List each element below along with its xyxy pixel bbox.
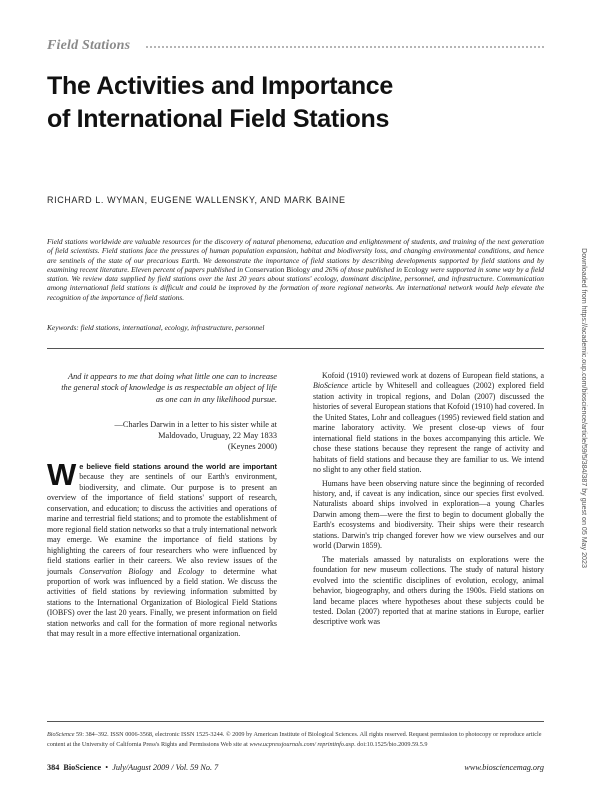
footer-rule [47, 721, 544, 722]
journal-website[interactable]: www.biosciencemag.org [464, 763, 544, 772]
title-line-2: of International Field Stations [47, 105, 390, 133]
body-paragraph [313, 371, 544, 476]
body-column-left [47, 457, 277, 640]
body-paragraph: Humans have been observing nature since the beginning of recorded history, and, if caveat is any indication, since our species first evolved. Naturalists aboard ships involved in exploration—a young Charles Darwin among them—were the first to begin to document globally the Earth's ecosystems and biodiversity. Their ships were their research stations. Darwin's trip changed forever how we view ourselves and our world (Darwin 1859). [313, 478, 544, 551]
attribution-line: (Keynes 2000) [227, 442, 277, 452]
journal-name: BioScience [63, 763, 102, 772]
journal-name: BioScience [47, 731, 75, 738]
journal-name: Ecology [177, 566, 204, 576]
paragraph-text: article by Whitesell and colleagues (2002) explored field station activity in tropical regions, and Dolan (2007) discussed the histories of several European stations that Kofoid (1910) had covered. In the United States, Lohr and colleagues (1995) reviewed field station and marine laboratory activity. We present close-up views of four international field stations in the boxes accompanying this article. We chose these stations because they represent the range of activity and habitats of field stations and because they are familiar to us. We intend no slight to any other field station. [313, 381, 544, 475]
drop-cap: W [47, 457, 77, 492]
journal-name: Conservation Biology [79, 566, 153, 576]
download-note: Downloaded from https://academic.oup.com/bioscience/article/59/5/384/387 by guest on 05 May 2023 [580, 248, 588, 568]
abstract-journal-name: Ecology [403, 264, 429, 274]
issue-info: July/August 2009 / Vol. 59 No. 7 [112, 763, 219, 772]
citation-text: 59: 384–392. ISSN 0006-3568, electronic ISSN 1525-3244. © 2009 by American Institute of Biological Sciences. All rights reserved. Request permission to photocopy or reproduce article content at the University of California Press's Rights and Permissions Web site at [47, 731, 542, 748]
title-line-1: The Activities and Importance [47, 72, 394, 100]
section-divider [146, 46, 544, 48]
permissions-link[interactable]: www.ucpressjournals.com/ reprintinfo.asp [249, 740, 355, 748]
article-title [47, 70, 547, 136]
epigraph-quote: And it appears to me that doing what little one can to increase the general stock of knowledge is as respectable an object of life as one can in any likelihood pursue. [61, 372, 277, 404]
journal-name: BioScience [313, 381, 349, 391]
abstract-rule [47, 348, 544, 349]
body-column-right [313, 371, 544, 628]
abstract-text: Field stations worldwide are valuable resources for the discovery of natural phenomena, education and enlightenment of students, and training of the next generation of field scientists. Field stations face the pressures of human population expansion, habitat and biodiversity loss, and changing environmental conditions, and hence are sentinels of the state of our precarious Earth. We demonstrate the importance of field stations by describing developments supported by field stations and by examining recent literature. Eleven percent of papers published in [47, 237, 544, 274]
abstract-text: and 26% of those published in [310, 264, 404, 274]
keywords: Keywords: field stations, international, ecology, infrastructure, personnel [47, 323, 265, 332]
page-number: 384 [47, 763, 60, 772]
paragraph-text: Kofoid (1910) reviewed work at dozens of European field stations, a [322, 371, 544, 380]
paragraph-text: because they are sentinels of our Earth's environment, biodiversity, and climate. Our purpose is to present an overview of the importance of field stations' support of research, conservation, and education; to discuss the activities and operations of marine and terrestrial field stations; and to promote the establishment of more regional field station networks so that a truly international network may emerge. We examine the importance of field stations by highlighting the careers of four researchers who were influenced by field stations earlier in their careers. We also review issues of the journals [47, 472, 277, 576]
citation-info [47, 730, 544, 749]
epigraph-attribution [60, 419, 277, 453]
lead-in: e believe field stations around the world are important [79, 462, 277, 471]
section-label: Field Stations [47, 38, 131, 53]
abstract-text: were supported in some way by a field station. We review data supplied by field stations over the last 20 years about stations' ecology, dominant discipline, personnel, and infrastructure. Communication among international field stations is difficult and could be improved by the formation of more regional networks. An international network would help elevate the recognition of the importance of field stations. [47, 264, 544, 302]
body-paragraph [47, 457, 277, 640]
attribution-line: —Charles Darwin in a letter to his sister while at [114, 420, 277, 429]
attribution-line: Maldovado, Uruguay, 22 May 1833 [158, 431, 277, 441]
abstract [47, 237, 544, 302]
body-paragraph: The materials amassed by naturalists on explorations were the foundation for new museum collections. The study of natural history evolved into the scientific disciplines of evolution, ecology, animal behavior, biogeography, and others during the 1900s. Field stations on land became places where hypotheses about these subjects could be tested. Dolan (2007) reported that at marine stations in Europe, earlier descriptive work was [313, 554, 544, 627]
doi-text: . doi:10.1525/bio.2009.59.5.9 [354, 740, 428, 748]
author-list: RICHARD L. WYMAN, EUGENE WALLENSKY, AND MARK BAINE [47, 195, 346, 205]
abstract-journal-name: Conservation Biology [244, 264, 311, 274]
paragraph-text: and [152, 566, 178, 576]
page-folio: 384 BioScience • July/August 2009 / Vol. 59 No. 7 [47, 763, 219, 772]
paragraph-text: to determine what proportion of work was influenced by a field station. We discuss the activities of field stations by reviewing information submitted by stations to the International Organization of Biological Field Stations (IOBFS) over the last 20 years. Finally, we present information on field station networks and call for the formation of more regional networks that may result in a more effective international organization. [47, 566, 277, 639]
